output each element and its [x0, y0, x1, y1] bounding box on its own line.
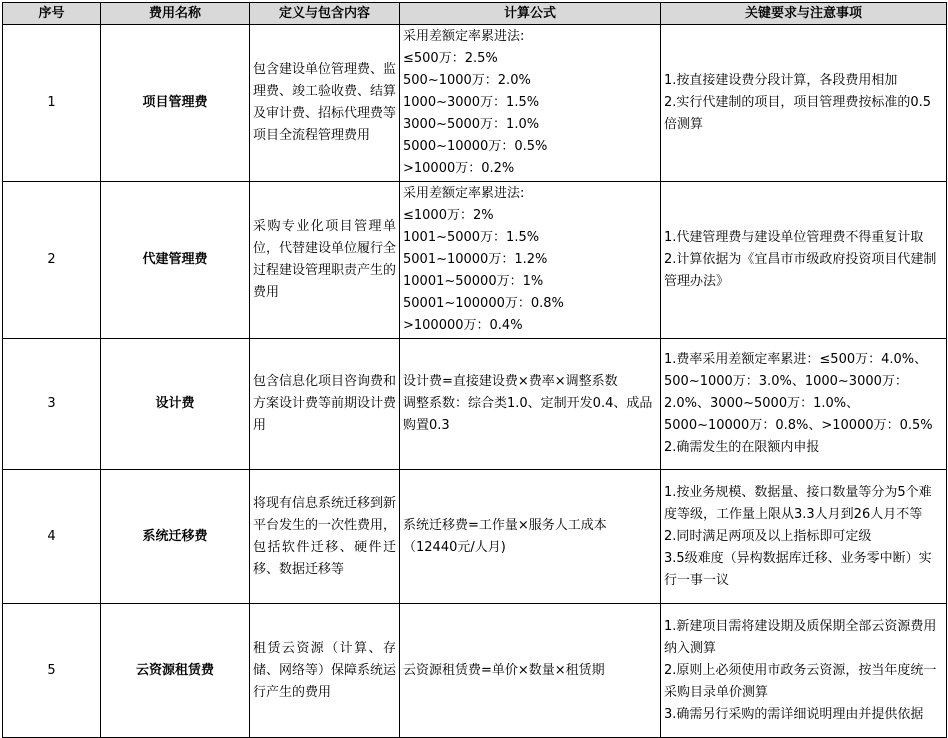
requirement-line: 3.5级难度（异构数据库迁移、业务零中断）实行一事一议: [664, 550, 932, 588]
header-name: 费用名称: [101, 3, 250, 25]
requirement-line: 2.同时满足两项及以上指标即可定级: [664, 528, 872, 544]
cell-seq: 2: [3, 182, 101, 339]
cell-formula: [400, 470, 661, 604]
cell-name: 设计费: [101, 339, 250, 470]
cell-definition: 包含信息化项目咨询费和方案设计费等前期设计费用: [250, 339, 400, 470]
header-requirements: 关键要求与注意事项: [661, 3, 947, 25]
cell-requirements: [661, 470, 947, 604]
requirement-line: 1.按直接建设费分段计算，各段费用相加: [664, 73, 898, 88]
cell-formula: [400, 182, 661, 339]
cell-definition: 包含建设单位管理费、监理费、竣工验收费、结算及审计费、招标代理费等项目全流程管理费用: [250, 25, 400, 182]
formula-line: 采用差额定率累进法:: [403, 186, 525, 201]
formula-line: 1000~3000万：1.5%: [403, 95, 540, 110]
fee-table: [2, 2, 947, 738]
cell-name: 云资源租赁费: [101, 604, 250, 738]
requirement-line: 1.新建项目需将建设期及质保期全部云资源费用纳入测算: [664, 618, 937, 656]
table-row: [3, 25, 947, 182]
formula-line: 50001~100000万：0.8%: [403, 296, 564, 311]
formula-line: >10000万：0.2%: [403, 161, 515, 176]
cell-formula: [400, 604, 661, 738]
cell-seq: 5: [3, 604, 101, 738]
requirement-line: 1.代建管理费与建设单位管理费不得重复计取: [664, 230, 924, 245]
formula-line: 设计费=直接建设费×费率×调整系数: [403, 374, 618, 389]
table-row: [3, 470, 947, 604]
requirement-line: 2.确需发生的在限额内申报: [664, 440, 820, 455]
formula-line: 1001~5000万：1.5%: [403, 230, 540, 245]
header-row: [3, 3, 947, 25]
requirement-line: 2.原则上必须使用市政务云资源，按当年度统一采购目录单价测算: [664, 662, 937, 700]
formula-line: 调整系数：综合类1.0、定制开发0.4、成品购置0.3: [403, 396, 653, 433]
cell-name: 项目管理费: [101, 25, 250, 182]
cell-definition: 租赁云资源（计算、存储、网络等）保障系统运行产生的费用: [250, 604, 400, 738]
formula-line: 5001~10000万：1.2%: [403, 252, 548, 267]
cell-requirements: [661, 182, 947, 339]
formula-line: 云资源租赁费=单价×数量×租赁期: [403, 662, 605, 678]
cell-requirements: [661, 339, 947, 470]
cell-seq: 1: [3, 25, 101, 182]
header-definition: 定义与包含内容: [250, 3, 400, 25]
cell-definition: 将现有信息系统迁移到新平台发生的一次性费用，包括软件迁移、硬件迁移、数据迁移等: [250, 470, 400, 604]
formula-line: ≤1000万：2%: [403, 208, 494, 223]
cell-formula: [400, 25, 661, 182]
requirement-line: 1.按业务规模、数据量、接口数量等分为5个难度等级，工作量上限从3.3人月到26人月不等: [664, 484, 932, 522]
cell-name: 代建管理费: [101, 182, 250, 339]
formula-line: 500~1000万：2.0%: [403, 73, 531, 88]
header-formula: 计算公式: [400, 3, 661, 25]
table-row: [3, 604, 947, 738]
formula-line: 采用差额定率累进法:: [403, 29, 525, 44]
formula-line: 3000~5000万：1.0%: [403, 117, 540, 132]
cell-name: 系统迁移费: [101, 470, 250, 604]
formula-line: 10001~50000万：1%: [403, 274, 544, 289]
formula-line: 5000~10000万：0.5%: [403, 139, 548, 154]
cell-requirements: [661, 604, 947, 738]
table-row: [3, 182, 947, 339]
table-row: [3, 339, 947, 470]
requirement-line: 2.计算依据为《宜昌市市级政府投资项目代建制管理办法》: [664, 252, 937, 289]
cell-requirements: [661, 25, 947, 182]
requirement-line: 2.实行代建制的项目，项目管理费按标准的0.5倍测算: [664, 95, 932, 132]
formula-line: >100000万：0.4%: [403, 318, 523, 333]
cell-seq: 4: [3, 470, 101, 604]
cell-seq: 3: [3, 339, 101, 470]
requirement-line: 1.费率采用差额定率累进：≤500万：4.0%、500~1000万：3.0%、1000~3000万：2.0%、3000~5000万：1.0%、5000~10000万：0.8%、>10000万：0.5%: [664, 352, 933, 433]
cell-formula: [400, 339, 661, 470]
header-seq: 序号: [3, 3, 101, 25]
cell-definition: 采购专业化项目管理单位，代替建设单位履行全过程建设管理职责产生的费用: [250, 182, 400, 339]
formula-line: 系统迁移费=工作量×服务人工成本（12440元/人月): [403, 517, 607, 555]
requirement-line: 3.确需另行采购的需详细说明理由并提供依据: [664, 706, 924, 722]
formula-line: ≤500万：2.5%: [403, 51, 498, 66]
